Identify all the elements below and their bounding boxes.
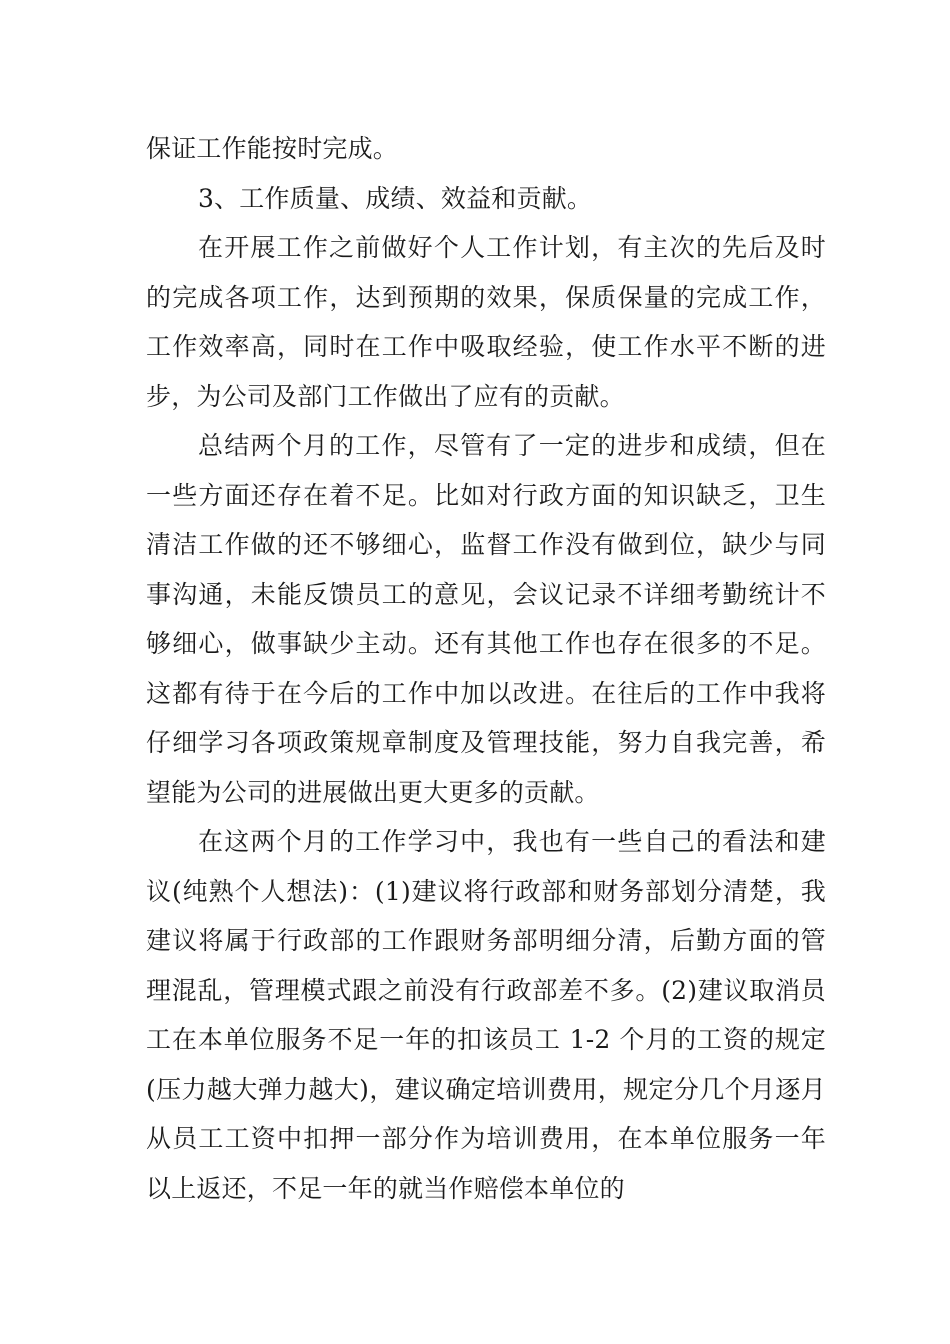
paragraph-4: 总结两个月的工作，尽管有了一定的进步和成绩，但在一些方面还存在着不足。比如对行政方面的知识缺乏，卫生清洁工作做的还不够细心，监督工作没有做到位，缺少与同事沟通，未能反馈员工的意见，会议记录不详细考勤统计不够细心，做事缺少主动。还有其他工作也存在很多的不足。这都有待于在今后的工作中加以改进。在往后的工作中我将仔细学习各项政策规章制度及管理技能，努力自我完善，希望能为公司的进展做出更大更多的贡献。 [146,431,826,807]
document-body [146,124,826,1213]
paragraph-2-heading: 3、工作质量、成绩、效益和贡献。 [198,183,593,213]
paragraph-3: 在开展工作之前做好个人工作计划，有主次的先后及时的完成各项工作，达到预期的效果，保质保量的完成工作，工作效率高，同时在工作中吸取经验，使工作水平不断的进步，为公司及部门工作做出了应有的贡献。 [146,233,826,411]
paragraph-5: 在这两个月的工作学习中，我也有一些自己的看法和建议(纯熟个人想法)：(1)建议将行政部和财务部划分清楚，我建议将属于行政部的工作跟财务部明细分清，后勤方面的管理混乱，管理模式跟之前没有行政部差不多。(2)建议取消员工在本单位服务不足一年的扣该员工 1-2 个月的工资的规定(压力越大弹力越大)，建议确定培训费用，规定分几个月逐月从员工工资中扣押一部分作为培训费用，在本单位服务一年以上返还，不足一年的就当作赔偿本单位的 [146,827,826,1203]
paragraph-1: 保证工作能按时完成。 [146,134,399,163]
